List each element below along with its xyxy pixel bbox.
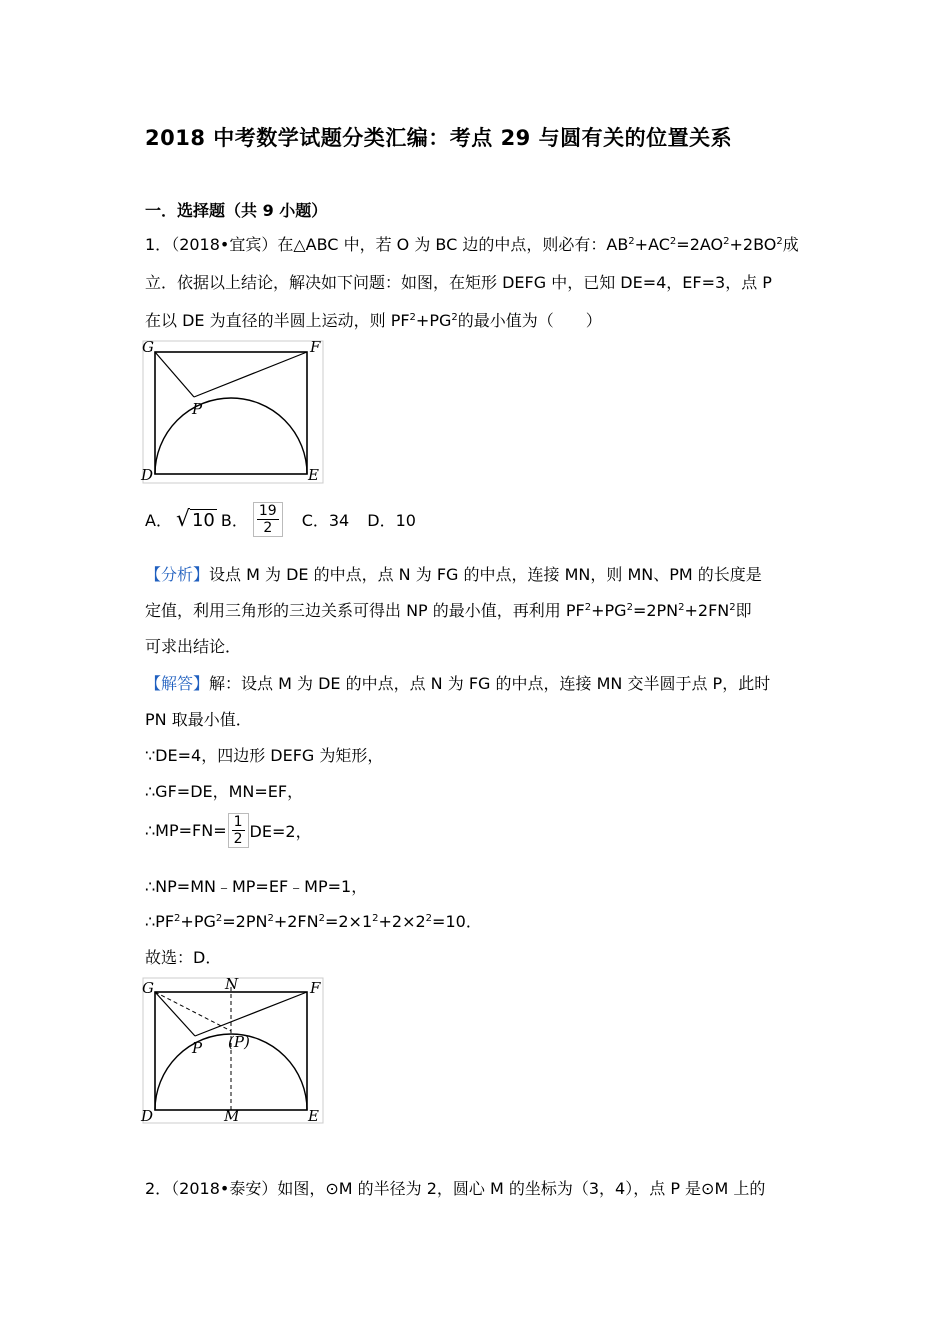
answer-step-1: ∵DE=4，四边形 DEFG 为矩形，	[145, 746, 384, 765]
fig2-label-p-prime: (P)	[228, 1033, 250, 1051]
answer-step-3: ∴MP=FN= $\frac{1}{2}$ DE=2，	[145, 814, 312, 847]
q1-line-2: 立．依据以上结论，解决如下问题：如图，在矩形 DEFG 中，已知 DE=4，EF=3，点 P	[145, 273, 772, 292]
analysis-line-1: 【分析】设点 M 为 DE 的中点，点 N 为 FG 的中点，连接 MN，则 MN、PM 的长度是	[145, 565, 762, 584]
answer-step-5: $\therefore PF^2+PG^2=2PN^2+2FN^2=2\times 1^2+2\times 2^2=10$．	[145, 912, 482, 931]
analysis-line-3: 可求出结论．	[145, 637, 242, 656]
figure-2-diagram	[140, 975, 330, 1127]
fig2-segment-gp	[155, 992, 195, 1036]
q1-line-1: 1．（2018•宜宾）在△ABC 中，若 O 为 BC 边的中点，则必有：$AB^2+AC^2=2AO^2+2BO^2$成	[145, 235, 799, 254]
option-d: D．10	[367, 511, 416, 530]
fig1-segment-pf	[194, 352, 307, 397]
fig2-label-d: D	[141, 1107, 154, 1125]
analysis-tag: 【分析】	[145, 565, 210, 584]
fig2-label-f: F	[310, 979, 321, 997]
fig2-dashed-gp2	[155, 992, 231, 1031]
answer-line-1: 【解答】解：设点 M 为 DE 的中点，点 N 为 FG 的中点，连接 MN 交半圆于点 P，此时	[145, 674, 771, 693]
answer-step-4: ∴NP=MN﹣MP=EF﹣MP=1，	[145, 877, 368, 896]
q1-line-3: 在以 DE 为直径的半圆上运动，则 $PF^2+PG^2$的最小值为（ ）	[145, 311, 602, 330]
fig2-label-m: M	[224, 1107, 240, 1125]
fig1-rectangle	[155, 352, 307, 474]
page-title: 2018 中考数学试题分类汇编：考点 29 与圆有关的位置关系	[145, 126, 733, 150]
fig2-label-p: P	[192, 1039, 203, 1057]
q1-options	[145, 502, 416, 537]
fig2-label-n: N	[225, 975, 239, 993]
fig1-label-g: G	[142, 338, 154, 356]
section-heading: 一．选择题（共 9 小题）	[145, 201, 328, 220]
figure-1-diagram	[140, 338, 330, 488]
option-a-sqrt: √ 10	[175, 507, 215, 532]
answer-choice: 故选：D．	[145, 948, 222, 967]
half-fraction: $\frac{1}{2}$	[228, 813, 249, 848]
fig1-segment-gp	[155, 352, 194, 397]
option-b-label: B．	[220, 511, 248, 530]
option-c: C．34	[301, 511, 350, 530]
fig2-label-e: E	[308, 1107, 319, 1125]
fig2-label-g: G	[142, 979, 154, 997]
fig1-semicircle	[155, 398, 307, 474]
fig1-frame	[143, 341, 323, 483]
fig2-segment-pf	[195, 992, 307, 1036]
q2-line-1: 2．（2018•泰安）如图，⊙M 的半径为 2，圆心 M 的坐标为（3，4），点 P 是⊙M 上的	[145, 1179, 766, 1198]
option-a-label: A．	[145, 511, 172, 530]
answer-line-2: PN 取最小值．	[145, 710, 252, 729]
fig1-label-d: D	[141, 466, 154, 484]
answer-tag: 【解答】	[145, 674, 210, 693]
fig1-label-f: F	[310, 338, 321, 356]
fig1-label-p: P	[192, 400, 203, 418]
option-b-fraction: $\frac{19}{2}$	[253, 502, 283, 537]
answer-step-2: ∴GF=DE，MN=EF，	[145, 782, 304, 801]
analysis-line-2: 定值，利用三角形的三边关系可得出 NP 的最小值，再利用 $PF^2+PG^2=2PN^2+2FN^2$即	[145, 601, 752, 620]
fig1-label-e: E	[308, 466, 319, 484]
